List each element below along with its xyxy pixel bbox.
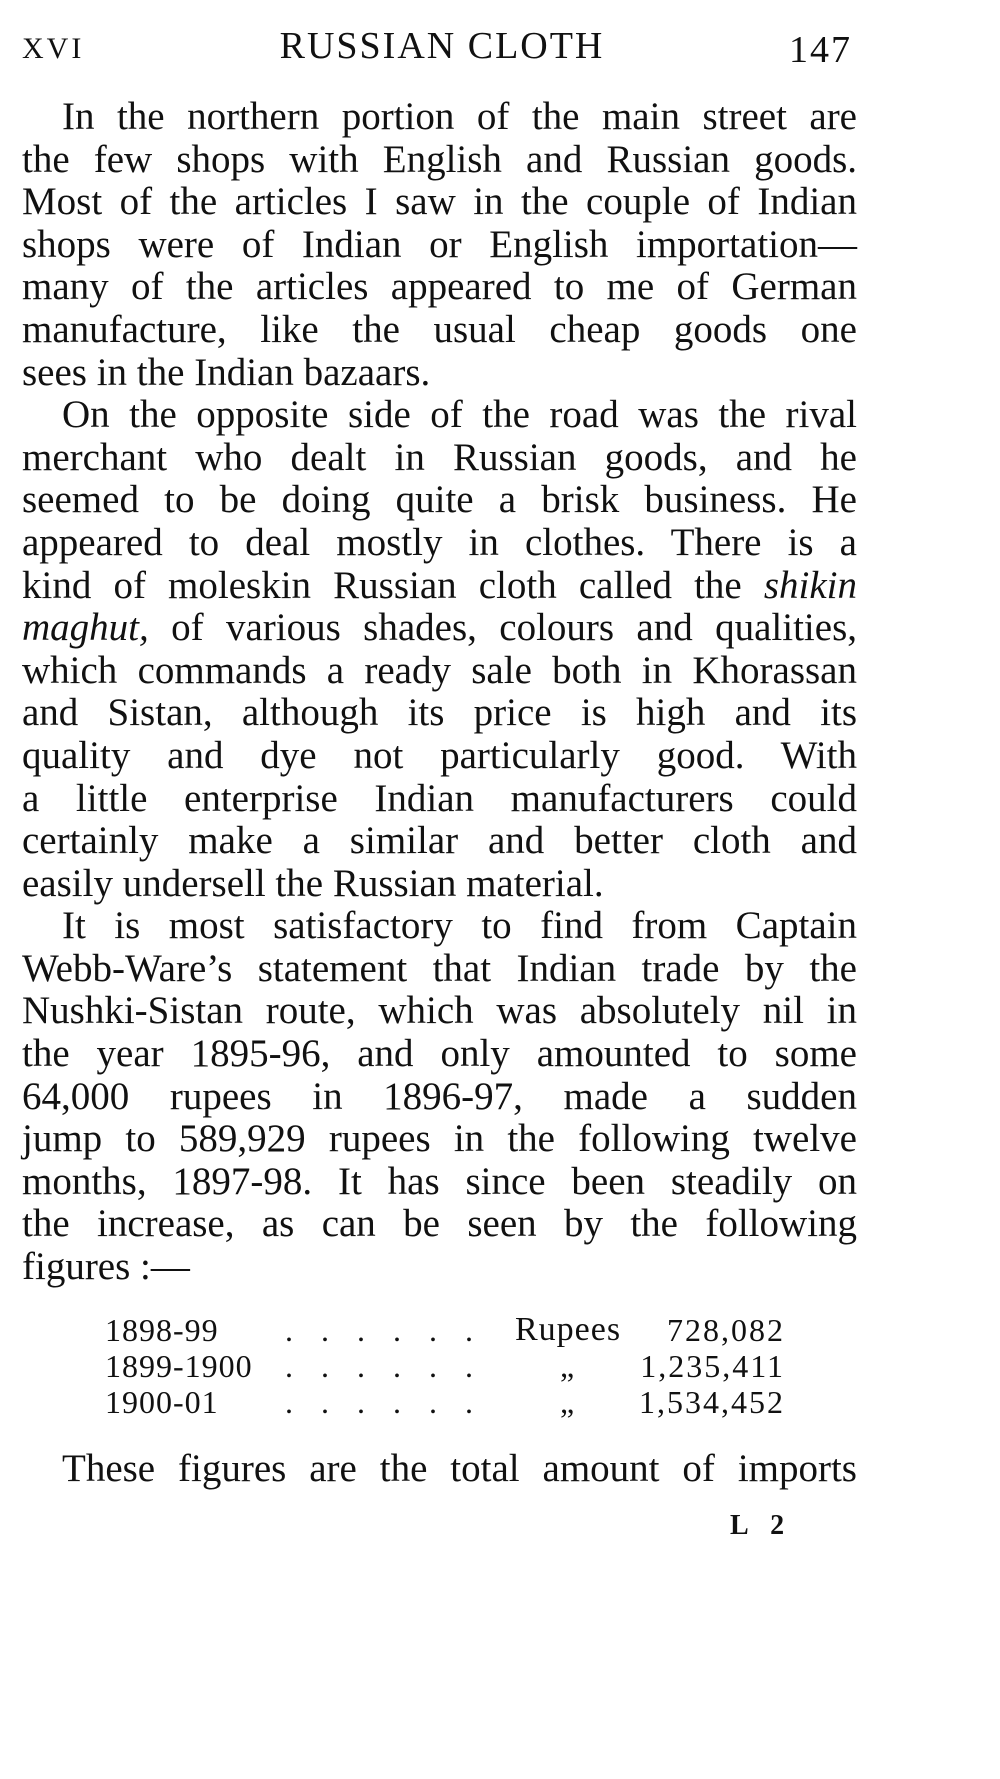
text-line: shops were of Indian or English importation— xyxy=(22,222,857,266)
text-line: These figures are the total amount of imports xyxy=(62,1447,857,1490)
paragraph-1 xyxy=(22,96,857,394)
text-segment: of various shades, colours and qualities, xyxy=(171,606,858,650)
text-line: sees in the Indian bazaars. xyxy=(22,350,431,394)
chapter-number: XVI xyxy=(22,32,85,65)
text-line: Nushki-Sistan route, which was absolutely nil in xyxy=(22,989,857,1033)
running-head xyxy=(22,24,852,74)
table-row xyxy=(105,1348,785,1384)
text-line: jump to 589,929 rupees in the following twelve xyxy=(22,1117,857,1161)
paragraph-2 xyxy=(22,394,857,905)
closing-text xyxy=(22,1448,857,1491)
dot-leader: . . . . . . xyxy=(285,1384,483,1420)
text-line: On the opposite side of the road was the rival xyxy=(62,393,857,437)
value-cell: 1,534,452 xyxy=(639,1384,785,1420)
italic-term: maghut, xyxy=(22,606,149,650)
text-line-with-italic xyxy=(22,565,857,608)
running-title: RUSSIAN CLOTH xyxy=(279,25,605,67)
text-line: In the northern portion of the main street are xyxy=(62,95,857,138)
text-line: It is most satisfactory to find from Captain xyxy=(62,904,857,948)
signature-mark: L 2 xyxy=(730,1510,793,1541)
text-line: figures :— xyxy=(22,1245,190,1289)
text-line-with-italic xyxy=(22,607,857,650)
ditto-mark: „ xyxy=(560,1384,576,1420)
year-cell: 1900-01 xyxy=(105,1384,219,1420)
text-line: Webb-Ware’s statement that Indian trade by the xyxy=(22,946,857,990)
text-line: which commands a ready sale both in Khorassan xyxy=(22,648,857,692)
year-cell: 1898-99 xyxy=(105,1312,219,1348)
text-line: the year 1895-96, and only amounted to some xyxy=(22,1032,857,1076)
text-line: Most of the articles I saw in the couple of Indian xyxy=(22,180,857,224)
value-cell: 1,235,411 xyxy=(640,1348,785,1384)
text-line: the increase, as can be seen by the following xyxy=(22,1202,857,1246)
dot-leader: . . . . . . xyxy=(285,1348,483,1384)
text-line: 64,000 rupees in 1896-97, made a sudden xyxy=(22,1074,857,1118)
text-line: appeared to deal mostly in clothes. There is a xyxy=(22,520,857,564)
text-line: manufacture, like the usual cheap goods one xyxy=(22,307,857,351)
text-line: easily undersell the Russian material. xyxy=(22,861,604,905)
page-number: 147 xyxy=(789,29,852,71)
paragraph-3 xyxy=(22,905,857,1288)
body-text xyxy=(22,96,857,1289)
text-line: a little enterprise Indian manufacturers could xyxy=(22,776,857,820)
figures-table xyxy=(105,1312,785,1420)
year-cell: 1899-1900 xyxy=(105,1348,253,1384)
text-line: the few shops with English and Russian goods. xyxy=(22,137,857,181)
text-line: merchant who dealt in Russian goods, and he xyxy=(22,435,857,479)
table-row xyxy=(105,1312,785,1348)
currency-label: Rupees xyxy=(515,1311,622,1348)
text-line: months, 1897-98. It has since been steadily on xyxy=(22,1159,857,1203)
dot-leader: . . . . . . xyxy=(285,1312,483,1348)
value-cell: 728,082 xyxy=(667,1312,785,1348)
text-segment: kind of moleskin Russian cloth called the xyxy=(22,563,742,607)
text-line: many of the articles appeared to me of German xyxy=(22,265,857,309)
table-row xyxy=(105,1384,785,1420)
text-line: quality and dye not particularly good. With xyxy=(22,733,857,777)
text-line: seemed to be doing quite a brisk business. He xyxy=(22,478,857,522)
text-line: certainly make a similar and better cloth and xyxy=(22,819,857,863)
ditto-mark: „ xyxy=(560,1348,576,1384)
text-line: and Sistan, although its price is high and its xyxy=(22,691,857,735)
italic-term: shikin xyxy=(763,563,857,607)
